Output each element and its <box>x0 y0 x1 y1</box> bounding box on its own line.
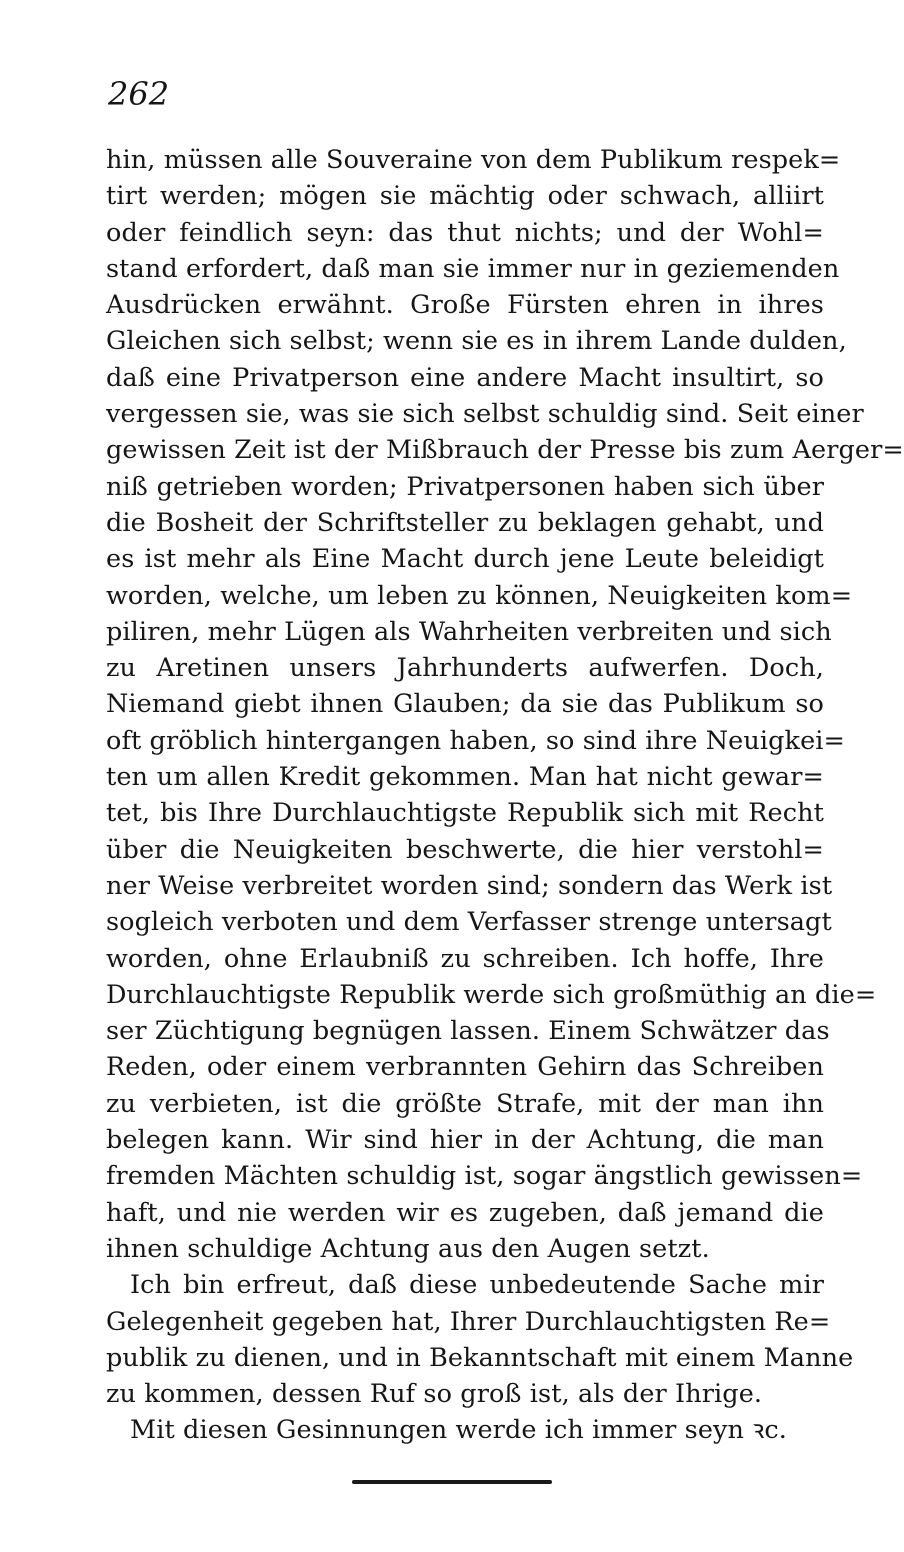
text-line: Niemand giebt ihnen Glauben; da sie das Publikum so <box>106 689 824 720</box>
body-text <box>106 142 904 1449</box>
text-line: über die Neuigkeiten beschwerte, die hier verstohl= <box>106 834 824 865</box>
text-line: ten um allen Kredit gekommen. Man hat nicht gewar= <box>106 762 824 793</box>
text-line: zu kommen, dessen Ruf so groß ist, als der Ihrige. <box>106 1379 763 1410</box>
text-line: haft, und nie werden wir es zugeben, daß jemand die <box>106 1197 824 1228</box>
paragraph-3 <box>106 1412 824 1448</box>
text-line: belegen kann. Wir sind hier in der Achtung, die man <box>106 1125 824 1156</box>
text-line: ser Züchtigung begnügen lassen. Einem Schwätzer das <box>106 1016 830 1047</box>
text-line: tirt werden; mögen sie mächtig oder schwach, alliirt <box>106 181 824 212</box>
closing-line: Mit diesen Gesinnungen werde ich immer seyn ꝛc. <box>130 1415 788 1446</box>
text-line: Gleichen sich selbst; wenn sie es in ihrem Lande dulden, <box>106 326 847 357</box>
paragraph-1 <box>106 142 904 1267</box>
text-line: ner Weise verbreitet worden sind; sondern das Werk ist <box>106 870 833 901</box>
text-line: vergessen sie, was sie sich selbst schuldig sind. Seit einer <box>106 399 864 430</box>
text-line: worden, ohne Erlaubniß zu schreiben. Ich hoffe, Ihre <box>106 943 824 974</box>
text-line: oder feindlich seyn: das thut nichts; und der Wohl= <box>106 217 824 248</box>
text-line: Gelegenheit gegeben hat, Ihrer Durchlauchtigsten Re= <box>106 1306 831 1337</box>
text-line: es ist mehr als Eine Macht durch jene Leute beleidigt <box>106 544 824 575</box>
text-line: piliren, mehr Lügen als Wahrheiten verbreiten und sich <box>106 616 832 647</box>
text-line: Durchlauchtigste Republik werde sich großmüthig an die= <box>106 979 877 1010</box>
text-line: die Bosheit der Schriftsteller zu beklagen gehabt, und <box>106 507 824 538</box>
text-line: tet, bis Ihre Durchlauchtigste Republik sich mit Recht <box>106 798 824 829</box>
text-line: niß getrieben worden; Privatpersonen haben sich über <box>106 471 824 502</box>
text-line: zu verbieten, ist die größte Strafe, mit der man ihn <box>106 1088 824 1119</box>
page-number: 262 <box>108 75 170 113</box>
text-line: ihnen schuldige Achtung aus den Augen setzt. <box>106 1233 710 1264</box>
text-line: stand erfordert, daß man sie immer nur in geziemenden <box>106 253 840 284</box>
end-rule <box>352 1480 552 1484</box>
text-line: daß eine Privatperson eine andere Macht insultirt, so <box>106 362 824 393</box>
text-line: gewissen Zeit ist der Mißbrauch der Presse bis zum Aerger= <box>106 435 904 466</box>
text-line: oft gröblich hintergangen haben, so sind ihre Neuigkei= <box>106 725 846 756</box>
text-line: Reden, oder einem verbrannten Gehirn das Schreiben <box>106 1052 824 1083</box>
text-line: publik zu dienen, und in Bekanntschaft mit einem Manne <box>106 1342 854 1373</box>
text-line: Ausdrücken erwähnt. Große Fürsten ehren in ihres <box>106 290 824 321</box>
text-line: worden, welche, um leben zu können, Neuigkeiten kom= <box>106 580 853 611</box>
paragraph-2 <box>106 1267 854 1412</box>
text-line: hin, müssen alle Souveraine von dem Publikum respek= <box>106 145 841 175</box>
text-line: zu Aretinen unsers Jahrhunderts aufwerfen. Doch, <box>106 653 824 684</box>
text-line: sogleich verboten und dem Verfasser strenge untersagt <box>106 907 832 938</box>
text-line: Ich bin erfreut, daß diese unbedeutende Sache mir <box>130 1270 824 1301</box>
text-line: fremden Mächten schuldig ist, sogar ängstlich gewissen= <box>106 1161 863 1192</box>
